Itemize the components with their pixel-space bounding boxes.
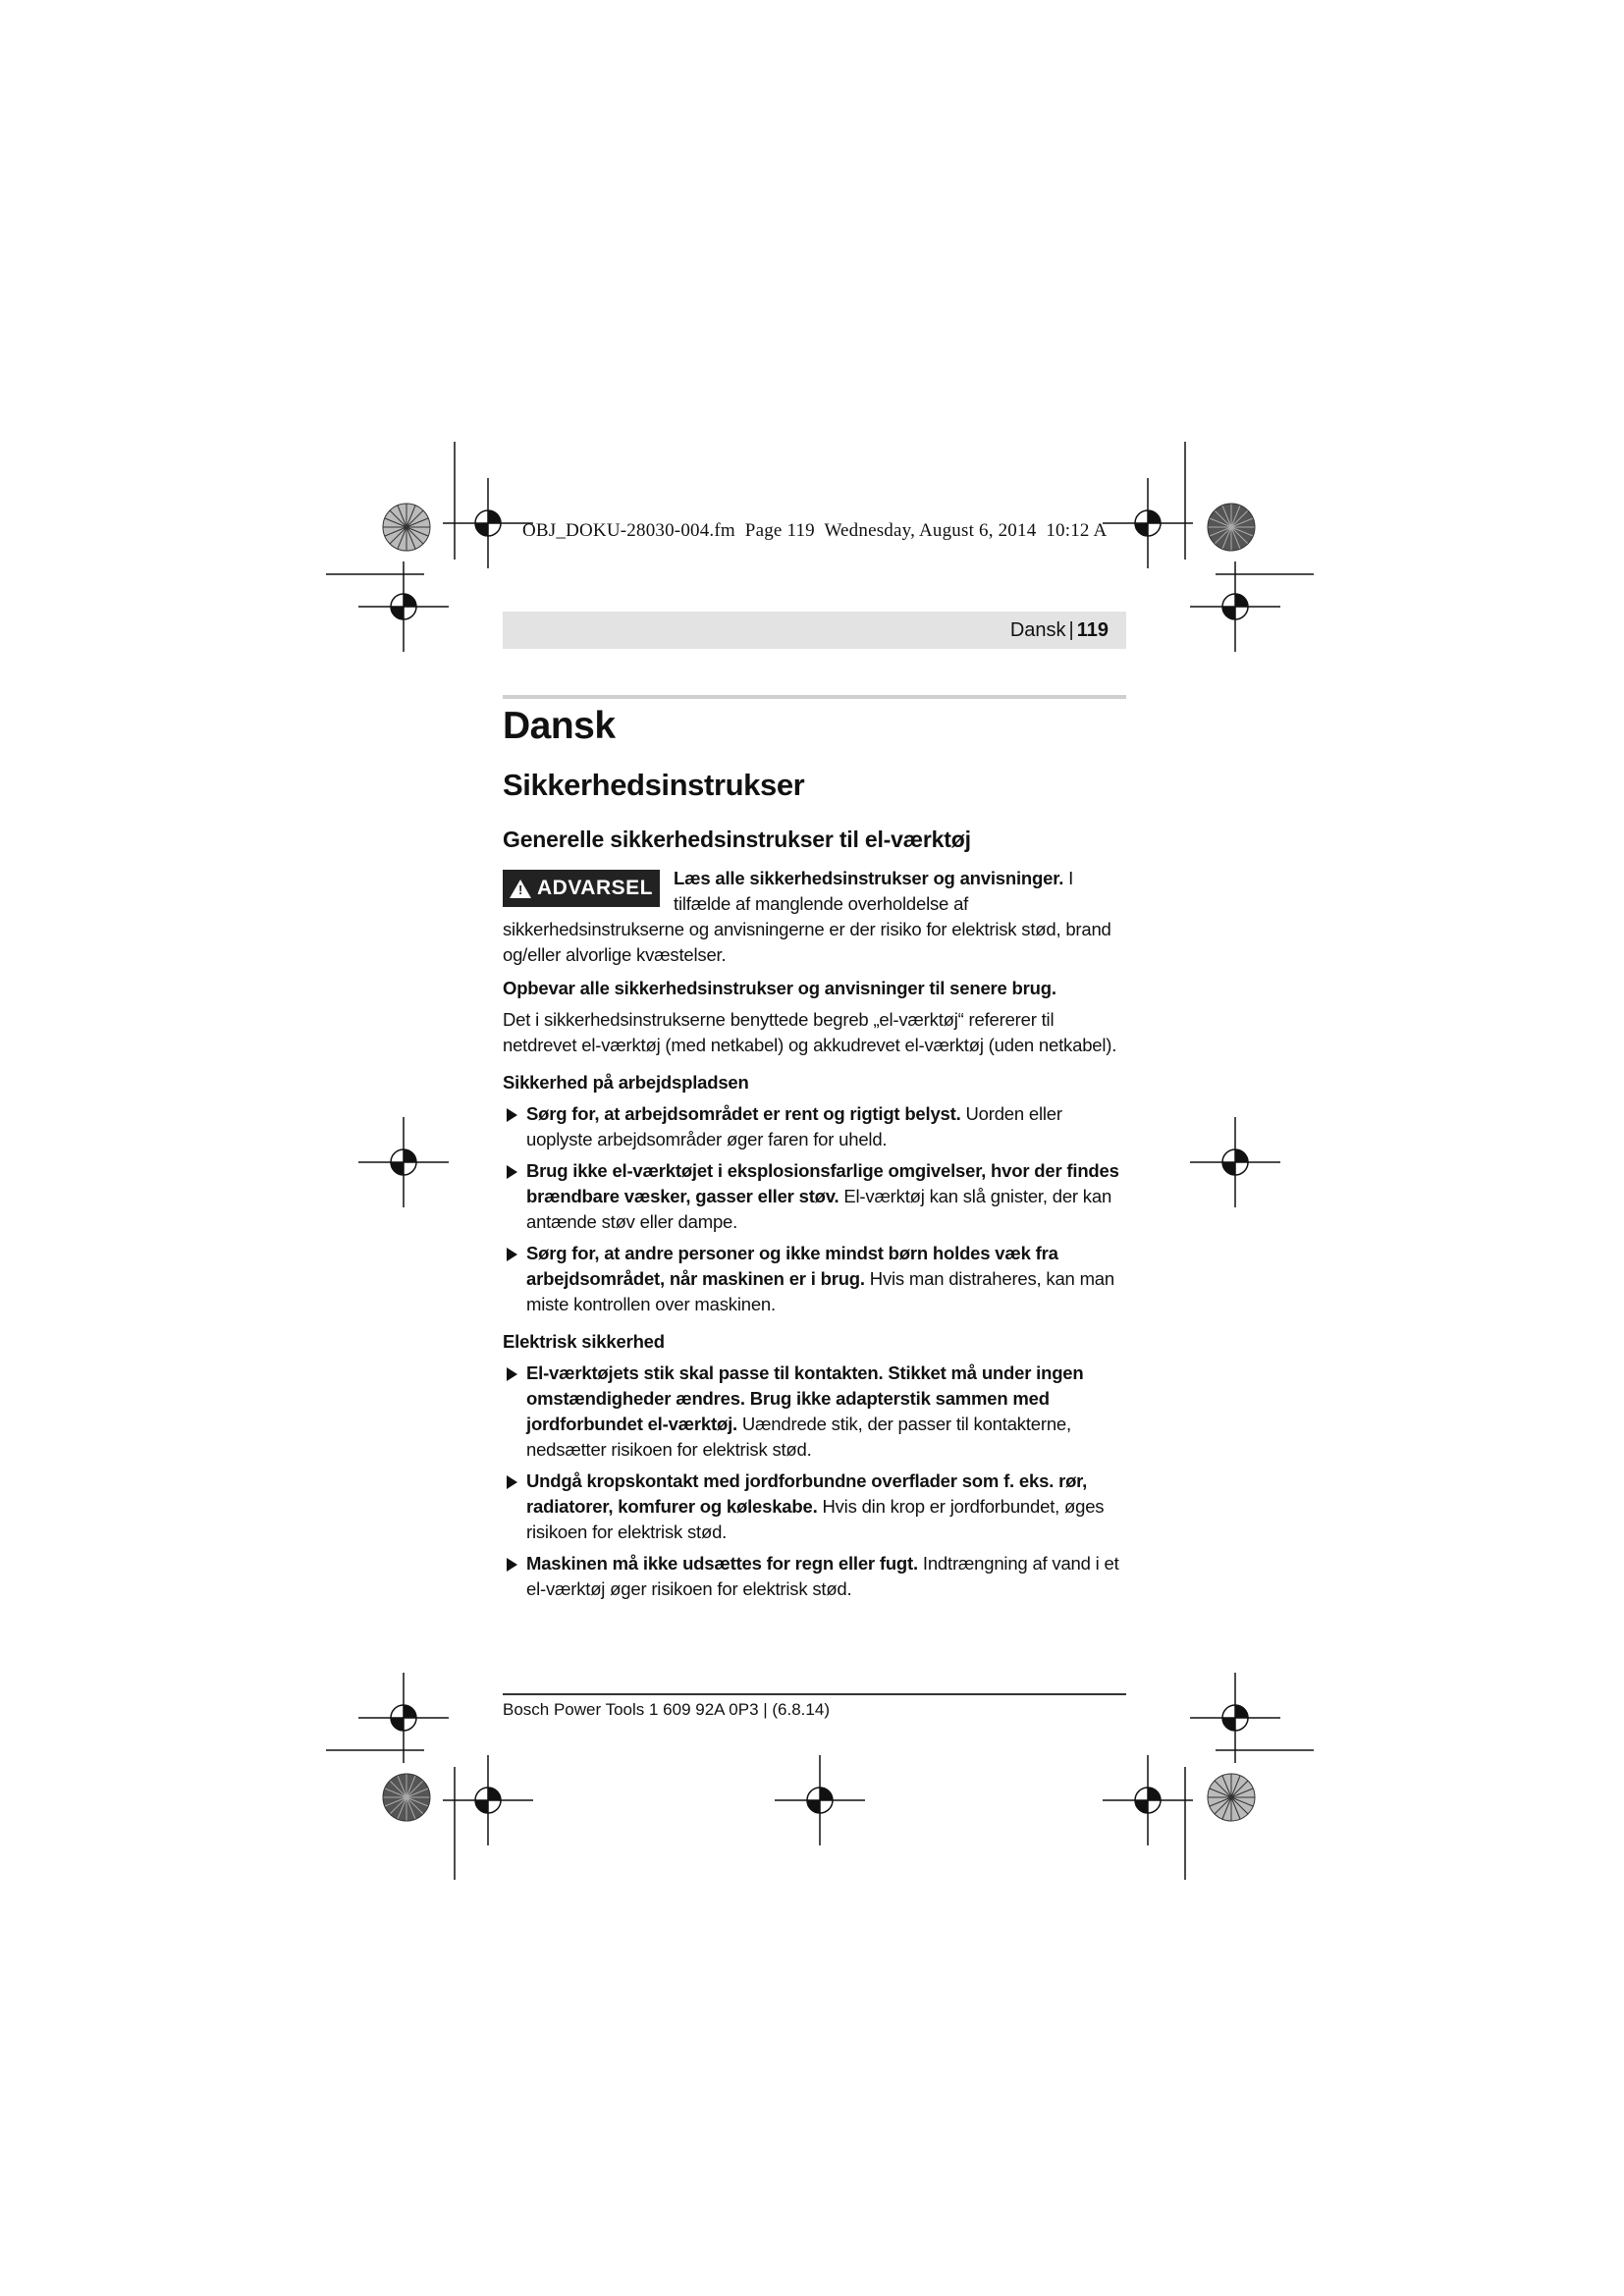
item-text: Hvis man distraheres, kan man miste kontrollen over maskinen.: [526, 1268, 1114, 1314]
item-lead: Brug ikke el-værktøjet i eksplosionsfarlige omgivelser, hvor der findes brændbare væsker, gasser eller støv.: [526, 1160, 1119, 1206]
list-item: [503, 1468, 1126, 1545]
item-lead: El-værktøjets stik skal passe til kontakten. Stikket må under ingen omstændigheder ændres. Brug ikke adapterstik sammen med jordforbundet el-værktøj.: [526, 1362, 1084, 1434]
warning-badge-label: ADVARSEL: [537, 877, 653, 899]
section-title: Sikkerhedsinstrukser: [503, 768, 805, 802]
page-title: Dansk: [503, 705, 616, 747]
list-item: [503, 1158, 1126, 1235]
warning-lead: Læs alle sikkerhedsinstrukser og anvisninger.: [674, 868, 1064, 888]
subsection-title: Generelle sikkerhedsinstrukser til el-værktøj: [503, 827, 971, 852]
bullet-arrow-icon: [507, 1108, 517, 1122]
slug-file: OBJ_DOKU-28030-004.fm: [522, 520, 735, 541]
item-text: Hvis din krop er jordforbundet, øges risikoen for elektrisk stød.: [526, 1496, 1105, 1542]
slug-time: 10:12 A: [1046, 520, 1108, 541]
list-item: [503, 1361, 1126, 1463]
page-footer: Bosch Power Tools 1 609 92A 0P3 | (6.8.14): [503, 1700, 830, 1719]
top-rule: [503, 695, 1126, 699]
warning-text: I tilfælde af manglende overholdelse af sikkerhedsinstrukserne og anvisningerne er der risiko for elektrisk stød, brand og/eller alvorlige kvæstelser.: [503, 868, 1111, 965]
slug-page: Page 119: [744, 520, 815, 541]
bottom-rule: [503, 1693, 1126, 1695]
warning-badge: [503, 870, 660, 907]
slug-date: Wednesday, August 6, 2014: [824, 520, 1037, 541]
header-text: [1010, 619, 1109, 642]
definition-paragraph: Det i sikkerhedsinstrukserne benyttede begreb „el-værktøj“ refererer til netdrevet el-værktøj (med netkabel) og akkudrevet el-værktøj (uden netkabel).: [503, 1009, 1117, 1055]
running-header: [503, 612, 1126, 649]
keep-instructions: Opbevar alle sikkerhedsinstrukser og anvisninger til senere brug.: [503, 978, 1056, 998]
electric-safety-list: [503, 1361, 1126, 1602]
bullet-arrow-icon: [507, 1367, 517, 1381]
header-language: Dansk: [1009, 619, 1066, 641]
list-item: [503, 1551, 1126, 1602]
work-safety-list: [503, 1101, 1126, 1317]
electric-safety-heading: Elektrisk sikkerhed: [503, 1331, 665, 1352]
bullet-arrow-icon: [507, 1558, 517, 1572]
item-text: El-værktøj kan slå gnister, der kan antænde støv eller dampe.: [526, 1186, 1112, 1232]
bullet-arrow-icon: [507, 1475, 517, 1489]
warning-triangle-icon: !: [510, 880, 531, 898]
header-separator: |: [1068, 619, 1074, 641]
item-lead: Sørg for, at arbejdsområdet er rent og rigtigt belyst.: [526, 1103, 961, 1124]
list-item: [503, 1101, 1126, 1152]
item-text: Uorden eller uoplyste arbejdsområder øger faren for uheld.: [526, 1103, 1062, 1149]
header-page-number: 119: [1076, 619, 1109, 641]
bullet-arrow-icon: [507, 1165, 517, 1179]
item-lead: Maskinen må ikke udsættes for regn eller fugt.: [526, 1553, 918, 1574]
warning-block: [503, 866, 1126, 968]
item-text: Indtrængning af vand i et el-værktøj øger risikoen for elektrisk stød.: [526, 1553, 1119, 1599]
list-item: [503, 1241, 1126, 1317]
print-slug: [522, 520, 1151, 542]
bullet-arrow-icon: [507, 1248, 517, 1261]
work-safety-heading: Sikkerhed på arbejdspladsen: [503, 1072, 749, 1093]
body-text: [503, 866, 1126, 1612]
item-lead: Undgå kropskontakt med jordforbundne overflader som f. eks. rør, radiatorer, komfurer og køleskabe.: [526, 1470, 1088, 1517]
item-text: Uændrede stik, der passer til kontakterne, nedsætter risikoen for elektrisk stød.: [526, 1414, 1071, 1460]
item-lead: Sørg for, at andre personer og ikke mindst børn holdes væk fra arbejdsområdet, når maskinen er i brug.: [526, 1243, 1058, 1289]
